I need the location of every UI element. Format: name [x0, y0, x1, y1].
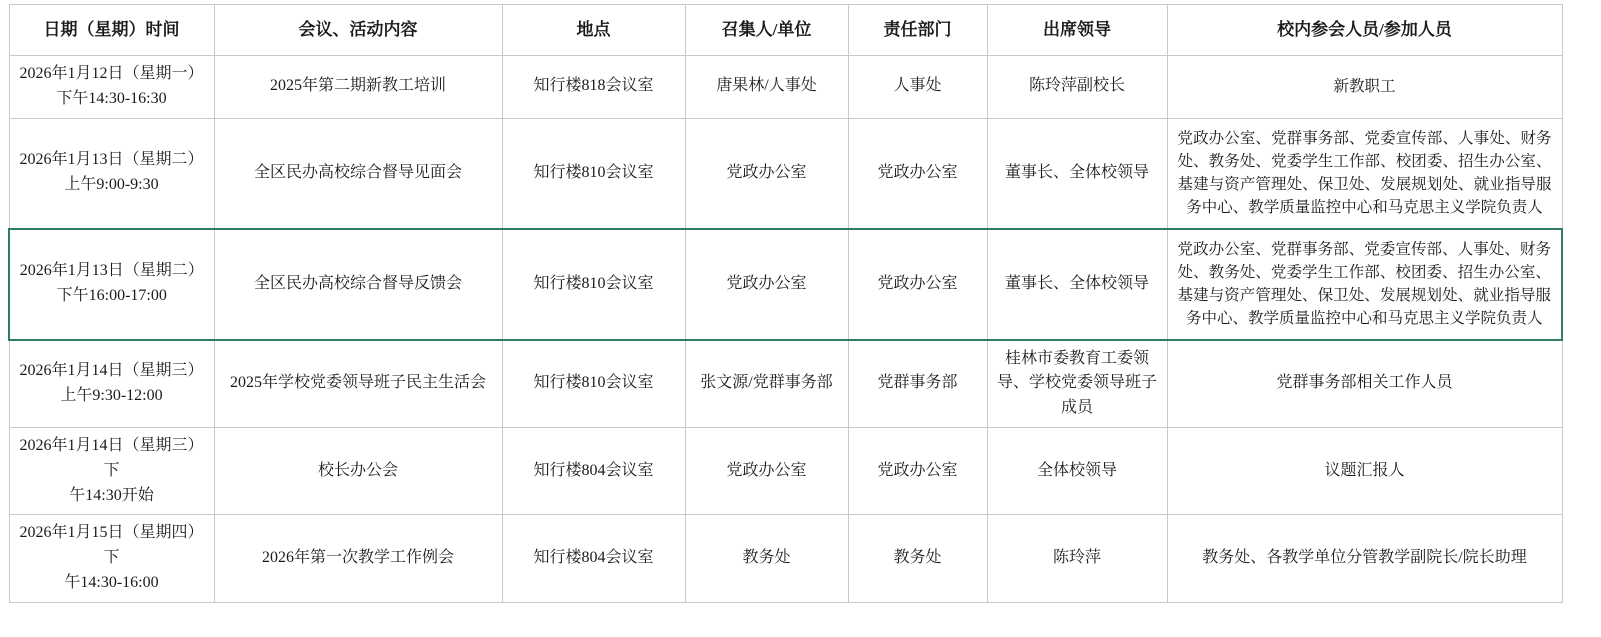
cell-date [9, 118, 214, 229]
cell-leaders: 桂林市委教育工委领导、学校党委领导班子成员 [987, 340, 1167, 428]
table-row[interactable] [9, 118, 1562, 229]
cell-location: 知行楼810会议室 [502, 340, 685, 428]
cell-date-line2: 上午9:30-12:00 [60, 386, 163, 404]
cell-department: 人事处 [848, 56, 987, 119]
cell-convener: 党政办公室 [685, 229, 848, 340]
cell-date-line2: 下午14:30-16:30 [56, 89, 167, 107]
column-header-location: 地点 [502, 5, 685, 56]
cell-convener: 党政办公室 [685, 118, 848, 229]
cell-date-line1: 2026年1月13日（星期二） [19, 262, 204, 280]
cell-convener: 张文源/党群事务部 [685, 340, 848, 428]
cell-department: 党政办公室 [848, 118, 987, 229]
cell-leaders: 董事长、全体校领导 [987, 229, 1167, 340]
cell-date-line1: 2026年1月15日（星期四）下 [19, 524, 204, 567]
cell-participants: 党群事务部相关工作人员 [1167, 340, 1562, 428]
cell-location: 知行楼804会议室 [502, 427, 685, 514]
cell-date [9, 340, 214, 428]
cell-participants: 教务处、各教学单位分管教学副院长/院长助理 [1167, 515, 1562, 602]
cell-participants: 议题汇报人 [1167, 427, 1562, 514]
meeting-schedule-table [8, 4, 1563, 603]
cell-leaders: 董事长、全体校领导 [987, 118, 1167, 229]
cell-location: 知行楼818会议室 [502, 56, 685, 119]
column-header-date: 日期（星期）时间 [9, 5, 214, 56]
cell-content: 2025年第二期新教工培训 [214, 56, 502, 119]
cell-location: 知行楼810会议室 [502, 118, 685, 229]
cell-participants: 新教职工 [1167, 56, 1562, 119]
cell-location: 知行楼804会议室 [502, 515, 685, 602]
cell-content: 全区民办高校综合督导见面会 [214, 118, 502, 229]
cell-leaders: 陈玲萍 [987, 515, 1167, 602]
column-header-content: 会议、活动内容 [214, 5, 502, 56]
cell-date-line2: 下午16:00-17:00 [56, 287, 167, 305]
table-row[interactable] [9, 56, 1562, 119]
cell-date-line2: 午14:30-16:00 [64, 573, 159, 591]
cell-date-line1: 2026年1月14日（星期三）下 [19, 436, 204, 479]
column-header-convener: 召集人/单位 [685, 5, 848, 56]
cell-department: 党政办公室 [848, 229, 987, 340]
cell-participants: 党政办公室、党群事务部、党委宣传部、人事处、财务处、教务处、党委学生工作部、校团委、招生办公室、基建与资产管理处、保卫处、发展规划处、就业指导服务中心、教学质量监控中心和马克思主义学院负责人 [1167, 229, 1562, 340]
cell-leaders: 全体校领导 [987, 427, 1167, 514]
cell-content: 全区民办高校综合督导反馈会 [214, 229, 502, 340]
table-row[interactable] [9, 515, 1562, 602]
cell-content: 2026年第一次教学工作例会 [214, 515, 502, 602]
cell-convener: 党政办公室 [685, 427, 848, 514]
schedule-sheet [0, 4, 1601, 637]
cell-date [9, 229, 214, 340]
table-row[interactable] [9, 340, 1562, 428]
column-header-leaders: 出席领导 [987, 5, 1167, 56]
cell-department: 教务处 [848, 515, 987, 602]
column-header-department: 责任部门 [848, 5, 987, 56]
table-row-selected[interactable] [9, 229, 1562, 340]
cell-convener: 唐果林/人事处 [685, 56, 848, 119]
cell-date-line1: 2026年1月14日（星期三） [19, 361, 204, 379]
table-row[interactable] [9, 427, 1562, 514]
cell-department: 党政办公室 [848, 427, 987, 514]
cell-location: 知行楼810会议室 [502, 229, 685, 340]
cell-date-line2: 午14:30开始 [69, 486, 154, 504]
table-header-row [9, 5, 1562, 56]
cell-content: 校长办公会 [214, 427, 502, 514]
cell-convener: 教务处 [685, 515, 848, 602]
cell-date-line2: 上午9:00-9:30 [64, 176, 159, 194]
cell-department: 党群事务部 [848, 340, 987, 428]
column-header-participants: 校内参会人员/参加人员 [1167, 5, 1562, 56]
cell-date [9, 56, 214, 119]
cell-date [9, 427, 214, 514]
cell-date [9, 515, 214, 602]
cell-content: 2025年学校党委领导班子民主生活会 [214, 340, 502, 428]
cell-date-line1: 2026年1月12日（星期一） [19, 65, 204, 82]
cell-date-line1: 2026年1月13日（星期二） [19, 151, 204, 169]
cell-leaders: 陈玲萍副校长 [987, 56, 1167, 119]
cell-participants: 党政办公室、党群事务部、党委宣传部、人事处、财务处、教务处、党委学生工作部、校团委、招生办公室、基建与资产管理处、保卫处、发展规划处、就业指导服务中心、教学质量监控中心和马克思主义学院负责人 [1167, 118, 1562, 229]
